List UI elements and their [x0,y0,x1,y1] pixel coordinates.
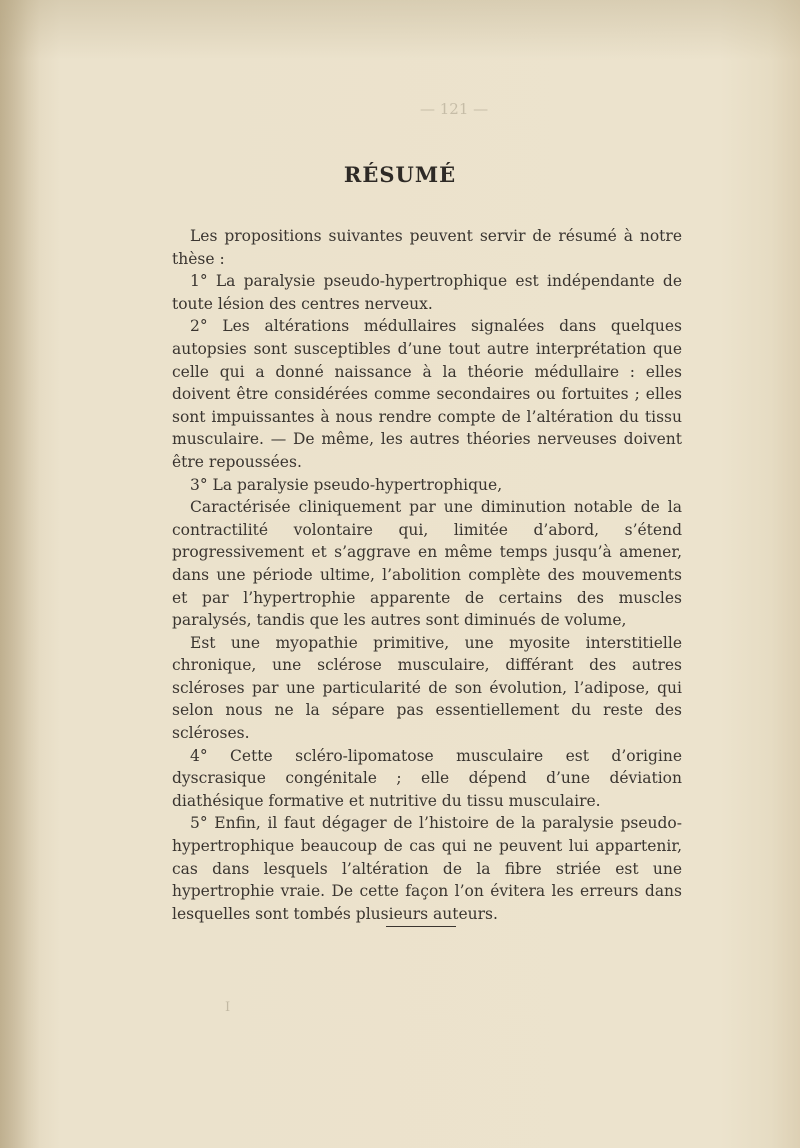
proposition-3-clinical: Caractérisée cliniquement par une diminution notable de la contractilité volontaire qui, limitée d’abord, s’étend progressivement et s’aggrave en même temps jusqu’à amener, dans une période ultime, l’abolition complète des mouvements et par l’hypertrophie apparente de certains des muscles paralysés, tandis que les autres sont diminués de volume, [172,498,682,630]
body-text [172,225,682,925]
folio-mark: I [225,1000,231,1015]
closing-rule [386,926,456,927]
page-number: — 121 — [420,100,489,118]
proposition-1: 1° La paralysie pseudo-hypertrophique est indépendante de toute lésion des centres nerveux. [172,272,682,313]
proposition-4: 4° Cette scléro-lipomatose musculaire est d’origine dyscrasique congénitale ; elle dépend d’une déviation diathésique formative et nutritive du tissu musculaire. [172,746,682,810]
proposition-2: 2° Les altérations médullaires signalées dans quelques autopsies sont susceptibles d’une tout autre interprétation que celle qui a donné naissance à la théorie médullaire : elles doivent être considérées comme secondaires ou fortuites ; elles sont impuissantes à nous rendre compte de l’altération du tissu musculaire. — De même, les autres théories nerveuses doivent être repoussées. [172,317,682,471]
proposition-3-nature: Est une myopathie primitive, une myosite interstitielle chronique, une sclérose musculaire, différant des autres scléroses par une particularité de son évolution, l’adipose, qui selon nous ne la sépare pas essentiellement du reste des scléroses. [172,633,682,743]
page-title: RÉSUMÉ [343,162,457,187]
proposition-3: 3° La paralysie pseudo-hypertrophique, [190,475,503,494]
proposition-5: 5° Enfin, il faut dégager de l’histoire de la paralysie pseudo-hypertrophique beaucoup de cas qui ne peuvent lui appartenir, cas dans lesquels l’altération de la fibre striée est une hypertrophie vraie. De cette façon l’on évitera les erreurs dans lesquelles sont tombés plusieurs auteurs. [172,814,682,923]
intro-paragraph: Les propositions suivantes peuvent servir de résumé à notre thèse : [172,227,682,268]
page-top-stain [0,0,800,60]
